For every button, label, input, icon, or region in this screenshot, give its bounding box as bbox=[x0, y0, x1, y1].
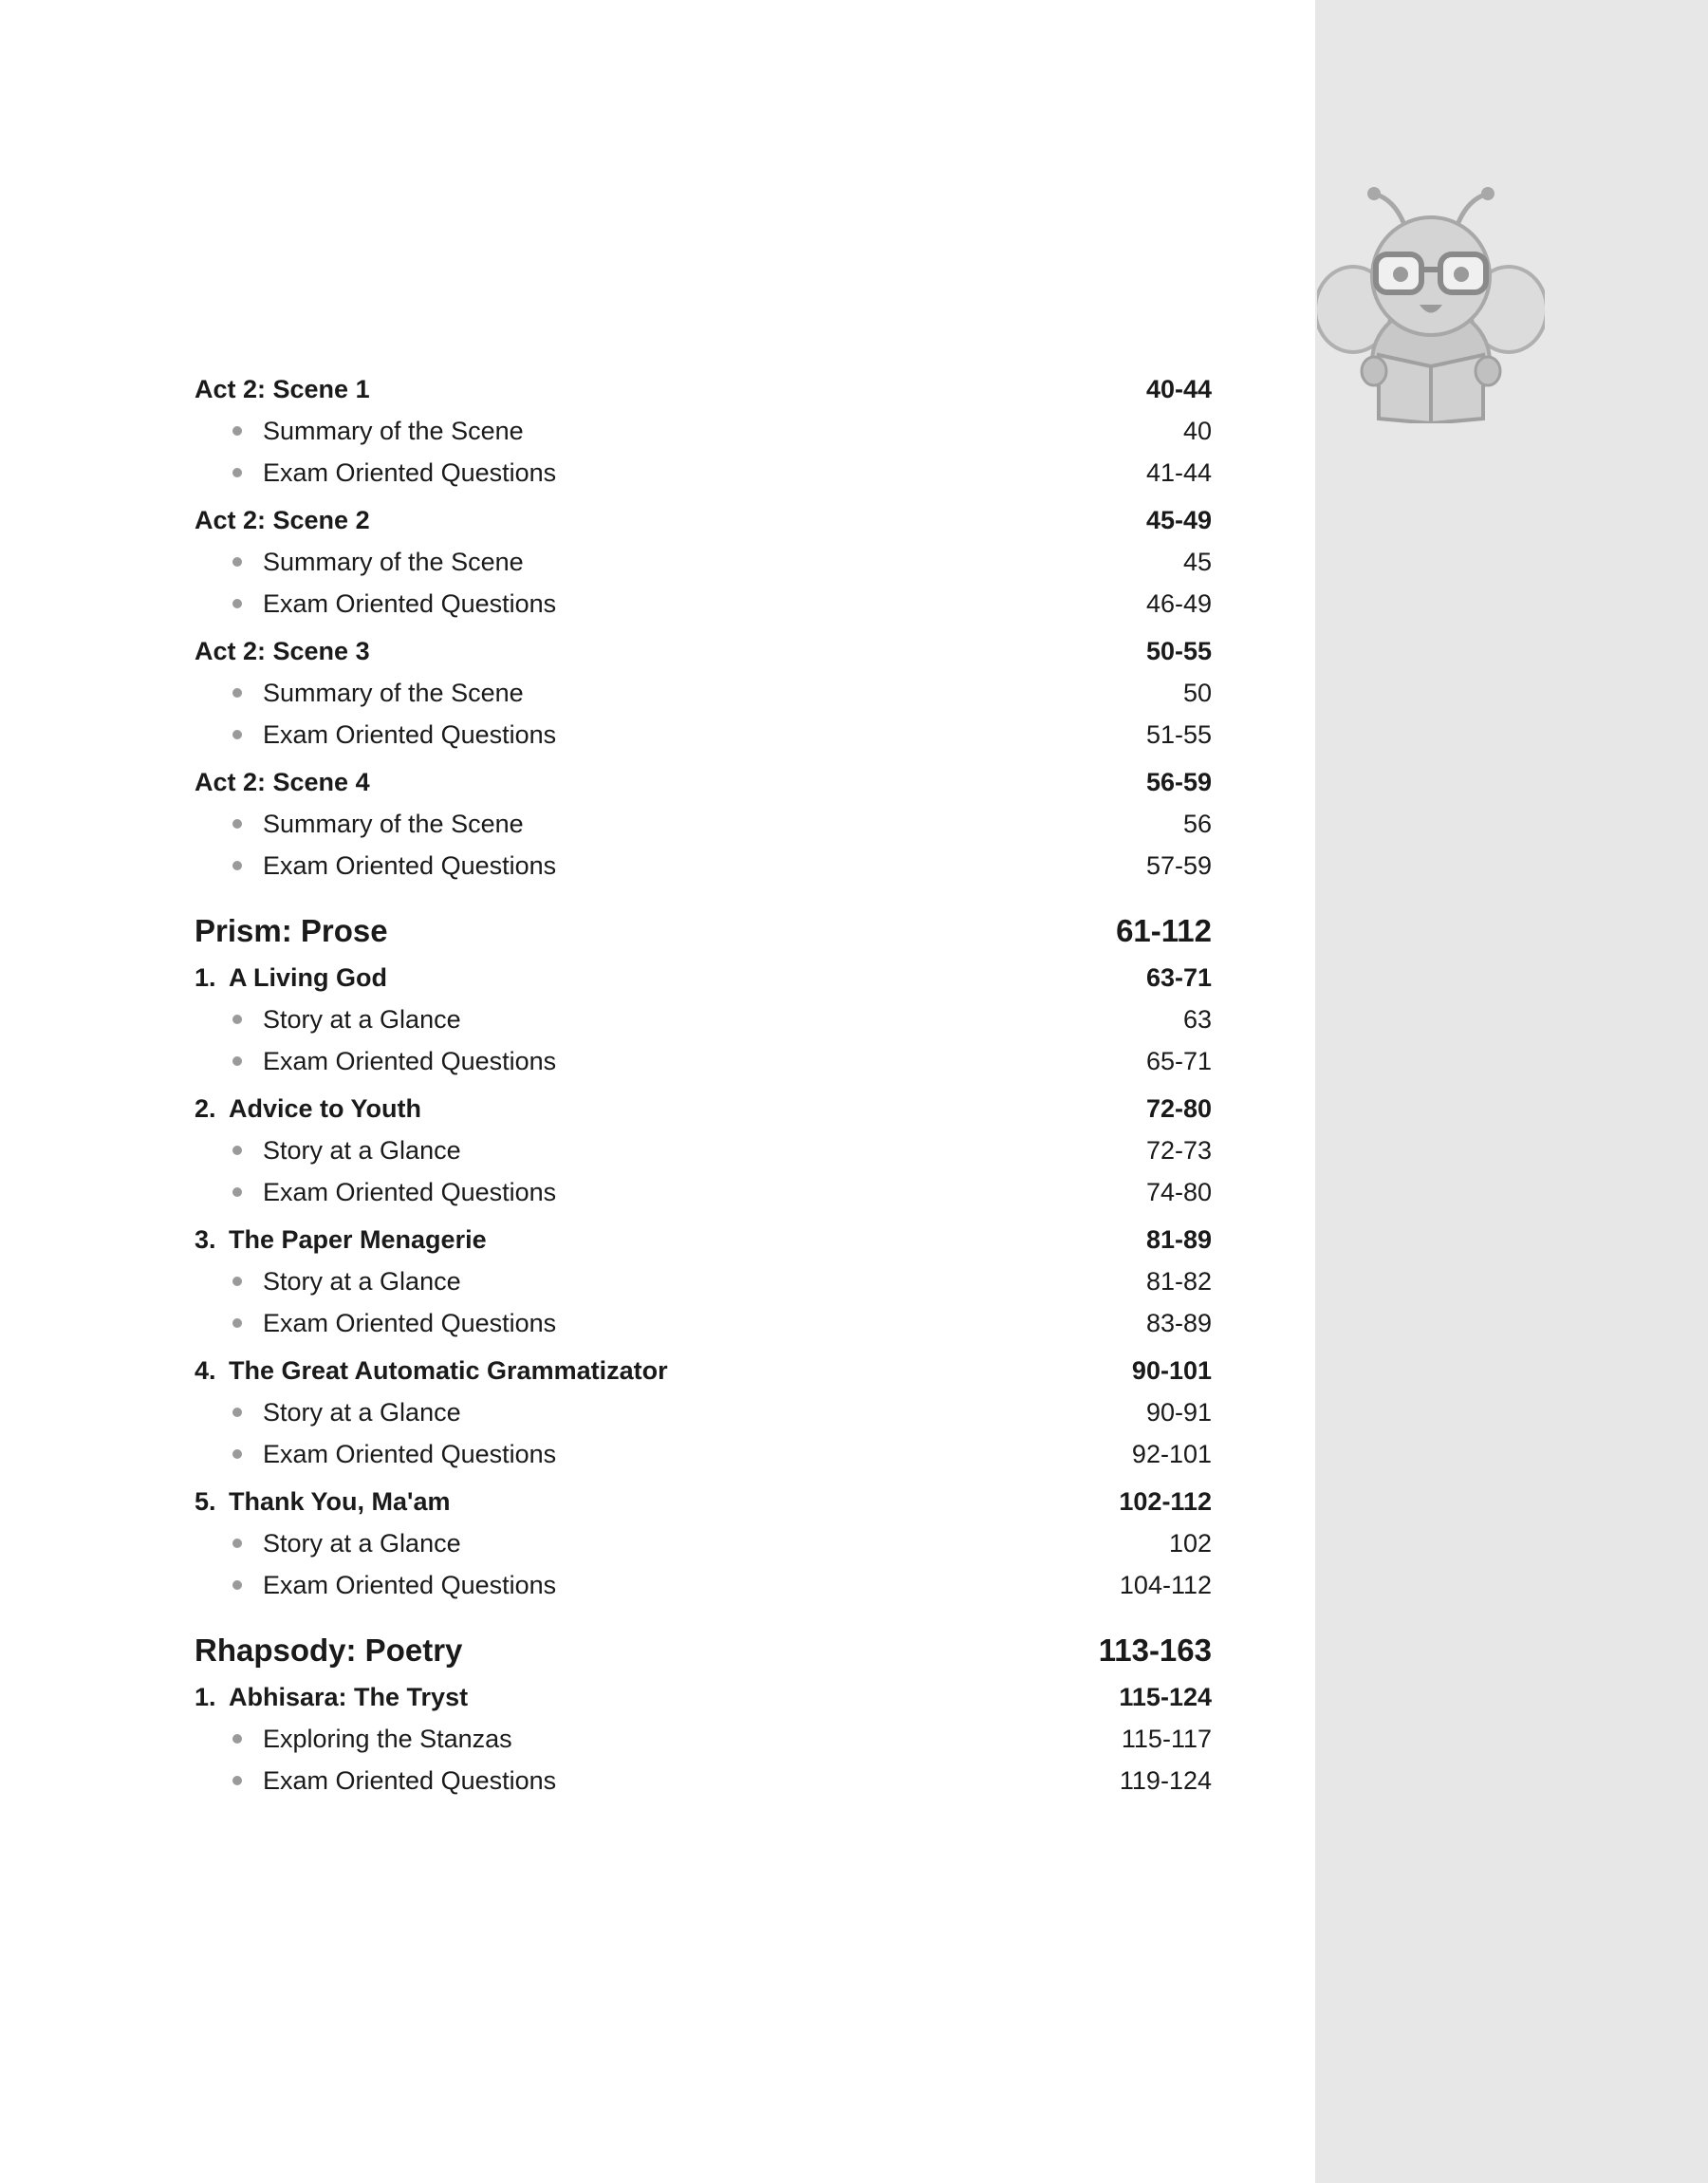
toc-subentry[interactable] bbox=[195, 1718, 1212, 1760]
toc-section-pages: 113-163 bbox=[1098, 1633, 1212, 1668]
toc-section-poetry[interactable] bbox=[195, 1625, 1212, 1676]
toc-chapter-number: 5. bbox=[195, 1487, 216, 1516]
toc-subentry-pages: 45 bbox=[1182, 548, 1212, 576]
toc-chapter-pages: 63-71 bbox=[1145, 963, 1212, 992]
toc-entry-pages: 56-59 bbox=[1145, 768, 1212, 796]
toc-subentry[interactable] bbox=[195, 1302, 1212, 1344]
toc-chapter[interactable] bbox=[195, 1676, 1212, 1718]
toc-subentry-pages: 92-101 bbox=[1131, 1440, 1212, 1468]
toc-subentry-pages: 81-82 bbox=[1145, 1267, 1212, 1296]
toc-entry-act2-scene4[interactable] bbox=[195, 761, 1212, 803]
toc-subentry-pages: 56 bbox=[1182, 810, 1212, 838]
toc-subentry[interactable] bbox=[195, 672, 1212, 714]
toc-chapter[interactable] bbox=[195, 1219, 1212, 1260]
toc-chapter-number: 1. bbox=[195, 1683, 216, 1711]
toc-subentry[interactable] bbox=[195, 1260, 1212, 1302]
toc-chapter-pages: 72-80 bbox=[1145, 1094, 1212, 1123]
toc-subentry-label: Exam Oriented Questions bbox=[195, 1760, 556, 1801]
toc-section-title: Prism: Prose bbox=[195, 913, 388, 948]
toc-subentry-label: Exam Oriented Questions bbox=[195, 714, 556, 756]
toc-chapter-pages: 115-124 bbox=[1119, 1683, 1212, 1711]
toc-subentry[interactable] bbox=[195, 803, 1212, 845]
toc-subentry-label: Summary of the Scene bbox=[195, 410, 524, 452]
toc-subentry-label: Story at a Glance bbox=[195, 1391, 461, 1433]
toc-entry-act2-scene2[interactable] bbox=[195, 499, 1212, 541]
toc-subentry-label: Exam Oriented Questions bbox=[195, 583, 556, 625]
toc-subentry-pages: 72-73 bbox=[1145, 1136, 1212, 1165]
toc-chapter-pages: 90-101 bbox=[1131, 1356, 1212, 1385]
toc-chapter-pages: 81-89 bbox=[1145, 1225, 1212, 1254]
toc-chapter-title: 4. The Great Automatic Grammatizator bbox=[195, 1350, 668, 1391]
toc-subentry[interactable] bbox=[195, 1433, 1212, 1475]
toc-section-title: Rhapsody: Poetry bbox=[195, 1633, 463, 1668]
toc-subentry[interactable] bbox=[195, 410, 1212, 452]
toc-subentry[interactable] bbox=[195, 541, 1212, 583]
toc-subentry-pages: 41-44 bbox=[1145, 458, 1212, 487]
toc-entry-title: Act 2: Scene 1 bbox=[195, 375, 370, 403]
toc-subentry-label: Exam Oriented Questions bbox=[195, 1564, 556, 1606]
toc-subentry-label: Exam Oriented Questions bbox=[195, 845, 556, 886]
toc-subentry[interactable] bbox=[195, 1391, 1212, 1433]
toc-chapter-title: 3. The Paper Menagerie bbox=[195, 1219, 487, 1260]
toc-subentry-pages: 51-55 bbox=[1145, 720, 1212, 749]
toc-entry-pages: 45-49 bbox=[1145, 506, 1212, 534]
toc-subentry[interactable] bbox=[195, 1760, 1212, 1801]
toc-subentry-label: Exam Oriented Questions bbox=[195, 452, 556, 494]
toc-subentry-pages: 102 bbox=[1168, 1529, 1212, 1558]
toc-section-pages: 61-112 bbox=[1116, 913, 1212, 948]
toc-entry-title: Act 2: Scene 2 bbox=[195, 506, 370, 534]
toc-subentry-label: Story at a Glance bbox=[195, 1129, 461, 1171]
toc-chapter[interactable] bbox=[195, 1088, 1212, 1129]
toc-entry-title: Act 2: Scene 4 bbox=[195, 768, 370, 796]
toc-subentry-label: Exam Oriented Questions bbox=[195, 1302, 556, 1344]
toc-subentry-label: Summary of the Scene bbox=[195, 672, 524, 714]
toc-chapter-pages: 102-112 bbox=[1119, 1487, 1212, 1516]
toc-subentry-label: Exploring the Stanzas bbox=[195, 1718, 512, 1760]
toc-subentry-label: Exam Oriented Questions bbox=[195, 1171, 556, 1213]
toc-subentry[interactable] bbox=[195, 1171, 1212, 1213]
toc-subentry-pages: 104-112 bbox=[1119, 1571, 1212, 1599]
toc-chapter-number: 2. bbox=[195, 1094, 216, 1123]
toc-chapter-title: 1. A Living God bbox=[195, 957, 387, 998]
toc-entry-pages: 40-44 bbox=[1145, 375, 1212, 403]
toc-entry-pages: 50-55 bbox=[1145, 637, 1212, 665]
toc-chapter-number: 1. bbox=[195, 963, 216, 992]
toc-subentry[interactable] bbox=[195, 1522, 1212, 1564]
toc-chapter[interactable] bbox=[195, 957, 1212, 998]
toc-chapter[interactable] bbox=[195, 1481, 1212, 1522]
table-of-contents bbox=[195, 368, 1212, 1801]
toc-subentry-label: Story at a Glance bbox=[195, 1522, 461, 1564]
toc-subentry-pages: 40 bbox=[1182, 417, 1212, 445]
toc-subentry-label: Summary of the Scene bbox=[195, 803, 524, 845]
toc-subentry[interactable] bbox=[195, 1564, 1212, 1606]
toc-subentry[interactable] bbox=[195, 998, 1212, 1040]
toc-subentry[interactable] bbox=[195, 714, 1212, 756]
toc-entry-act2-scene1[interactable] bbox=[195, 368, 1212, 410]
toc-chapter-title: 1. Abhisara: The Tryst bbox=[195, 1676, 468, 1718]
toc-chapter-number: 3. bbox=[195, 1225, 216, 1254]
toc-section-prose[interactable] bbox=[195, 905, 1212, 957]
toc-subentry-pages: 50 bbox=[1182, 679, 1212, 707]
toc-subentry-label: Exam Oriented Questions bbox=[195, 1433, 556, 1475]
toc-subentry-pages: 57-59 bbox=[1145, 851, 1212, 880]
toc-subentry[interactable] bbox=[195, 583, 1212, 625]
toc-subentry-label: Story at a Glance bbox=[195, 998, 461, 1040]
toc-chapter-number: 4. bbox=[195, 1356, 216, 1385]
toc-subentry[interactable] bbox=[195, 452, 1212, 494]
toc-subentry-pages: 83-89 bbox=[1145, 1309, 1212, 1337]
toc-entry-act2-scene3[interactable] bbox=[195, 630, 1212, 672]
toc-subentry[interactable] bbox=[195, 845, 1212, 886]
bee-mascot-icon bbox=[1317, 186, 1545, 423]
toc-chapter-title: 5. Thank You, Ma'am bbox=[195, 1481, 450, 1522]
toc-subentry[interactable] bbox=[195, 1129, 1212, 1171]
toc-subentry-pages: 74-80 bbox=[1145, 1178, 1212, 1206]
toc-subentry-label: Summary of the Scene bbox=[195, 541, 524, 583]
toc-chapter[interactable] bbox=[195, 1350, 1212, 1391]
toc-subentry-pages: 63 bbox=[1182, 1005, 1212, 1034]
toc-subentry-pages: 46-49 bbox=[1145, 589, 1212, 618]
toc-subentry[interactable] bbox=[195, 1040, 1212, 1082]
toc-subentry-pages: 119-124 bbox=[1119, 1766, 1212, 1795]
toc-subentry-pages: 65-71 bbox=[1145, 1047, 1212, 1075]
toc-subentry-label: Exam Oriented Questions bbox=[195, 1040, 556, 1082]
toc-subentry-label: Story at a Glance bbox=[195, 1260, 461, 1302]
toc-entry-title: Act 2: Scene 3 bbox=[195, 637, 370, 665]
toc-subentry-pages: 115-117 bbox=[1121, 1725, 1212, 1753]
toc-chapter-title: 2. Advice to Youth bbox=[195, 1088, 421, 1129]
toc-subentry-pages: 90-91 bbox=[1145, 1398, 1212, 1427]
